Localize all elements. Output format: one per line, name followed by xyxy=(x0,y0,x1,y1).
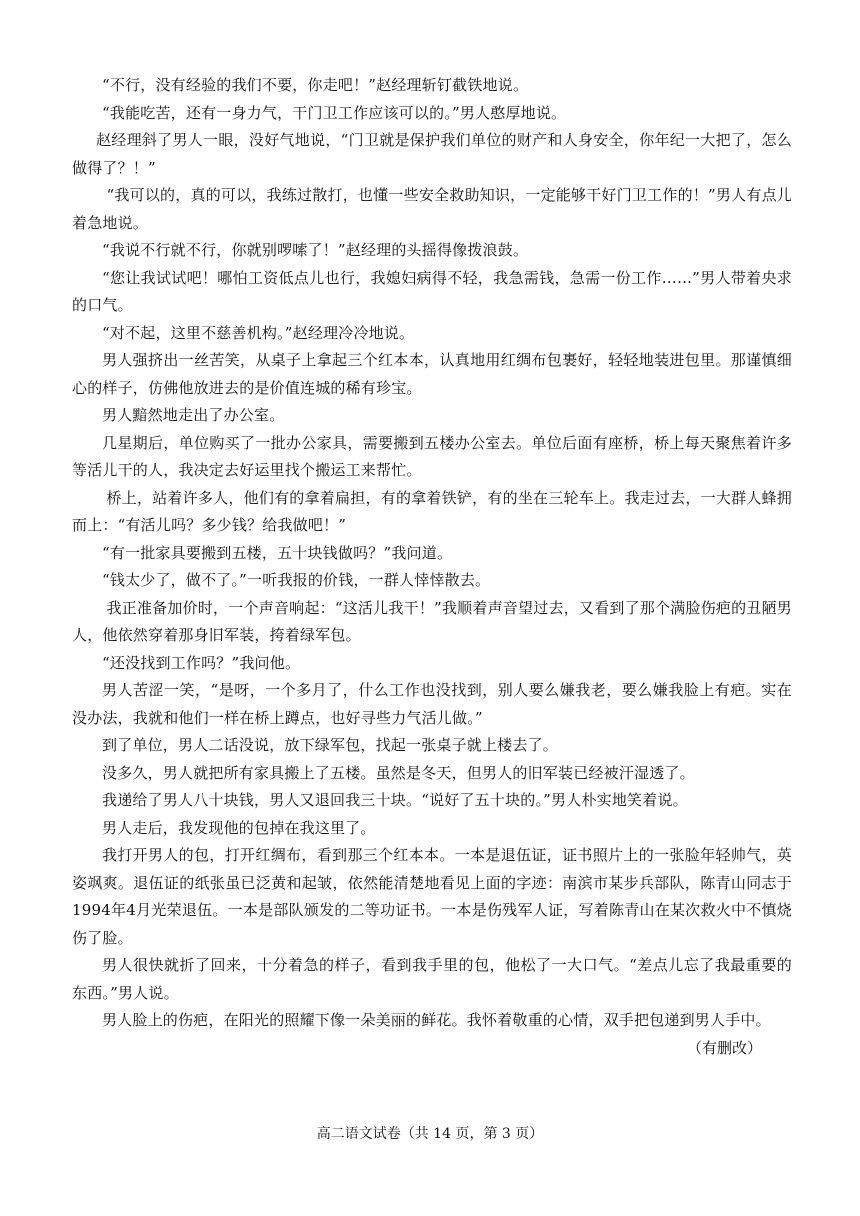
paragraph: “不行，没有经验的我们不要，你走吧！”赵经理斩钉截铁地说。 xyxy=(102,76,529,94)
paragraph: 到了单位，男人二话没说，放下绿军包，找起一张桌子就上楼去了。 xyxy=(102,736,559,754)
paragraph: “您让我试试吧！哪怕工资低点儿也行，我媳妇病得不轻，我急需钱，急需一份工作……”男人带着央求的口气。 xyxy=(72,268,792,314)
paragraph: “有一批家具要搬到五楼，五十块钱做吗？”我问道。 xyxy=(102,543,453,562)
story-text xyxy=(72,72,792,1062)
paragraph: “对不起，这里不慈善机构。”赵经理冷冷地说。 xyxy=(102,323,415,342)
paragraph: 男人走后，我发现他的包掉在我这里了。 xyxy=(102,818,376,837)
source-note: （有删改） xyxy=(686,1038,762,1057)
paragraph: 男人强挤出一丝苦笑，从桌子上拿起三个红本本，认真地用红绸布包裹好，轻轻地装进包里。那谨慎细心的样子，仿佛他放进去的是价值连城的稀有珍宝。 xyxy=(72,351,792,397)
paragraph: 没多久，男人就把所有家具搬上了五楼。虽然是冬天，但男人的旧军装已经被汗湿透了。 xyxy=(102,763,695,782)
paragraph: 我正准备加价时，一个声音响起：“这活儿我干！”我顺着声音望过去，又看到了那个满脸伤疤的丑陋男人，他依然穿着那身旧军装，挎着绿军包。 xyxy=(72,598,792,644)
paragraph: 赵经理斜了男人一眼，没好气地说，“门卫就是保护我们单位的财产和人身安全，你年纪一大把了，怎么做得了？！” xyxy=(72,131,792,177)
paragraph: 男人很快就折了回来，十分着急的样子，看到我手里的包，他松了一大口气。“差点儿忘了我最重要的东西。”男人说。 xyxy=(72,956,792,1002)
paragraph: “我能吃苦，还有一身力气，干门卫工作应该可以的。”男人憨厚地说。 xyxy=(102,103,567,122)
paragraph: “我说不行就不行，你就别啰嗦了！”赵经理的头摇得像拨浪鼓。 xyxy=(102,241,529,259)
paragraph: “我可以的，真的可以，我练过散打，也懂一些安全救助知识，一定能够干好门卫工作的！”男人有点儿着急地说。 xyxy=(72,186,792,232)
paragraph: 男人脸上的伤疤，在阳光的照耀下像一朵美丽的鲜花。我怀着敬重的心情，双手把包递到男人手中。 xyxy=(102,1011,771,1029)
paragraph: 几星期后，单位购买了一批办公家具，需要搬到五楼办公室去。单位后面有座桥，桥上每天聚焦着许多等活儿干的人，我决定去好运里找个搬运工来帮忙。 xyxy=(72,433,792,479)
paragraph: 男人黯然地走出了办公室。 xyxy=(102,406,285,424)
paragraph: 桥上，站着许多人，他们有的拿着扁担，有的拿着铁铲，有的坐在三轮车上。我走过去，一大群人蜂拥而上：“有活儿吗？多少钱？给我做吧！” xyxy=(72,488,792,534)
paragraph: “还没找到工作吗？”我问他。 xyxy=(102,653,301,672)
paragraph: 我递给了男人八十块钱，男人又退回我三十块。“说好了五十块的。”男人朴实地笑着说。 xyxy=(102,791,688,809)
paragraph: “钱太少了，做不了。”一听我报的价钱，一群人悻悻散去。 xyxy=(102,571,491,589)
paragraph: 男人苦涩一笑，“是呀，一个多月了，什么工作也没找到，别人要么嫌我老，要么嫌我脸上有疤。实在没办法，我就和他们一样在桥上蹲点，也好寻些力气活儿做。” xyxy=(72,681,792,727)
paragraph: 我打开男人的包，打开红绸布，看到那三个红本本。一本是退伍证，证书照片上的一张脸年轻帅气，英姿飒爽。退伍证的纸张虽已泛黄和起皱，依然能清楚地看见上面的字迹：南滨市某步兵部队，陈青山同志于1994年4月光荣退伍。一本是部队颁发的二等功证书。一本是伤残军人证，写着陈青山在某次救火中不慎烧伤了脸。 xyxy=(72,846,792,947)
page-footer: 高二语文试卷（共 14 页，第 3 页） xyxy=(316,1126,544,1142)
